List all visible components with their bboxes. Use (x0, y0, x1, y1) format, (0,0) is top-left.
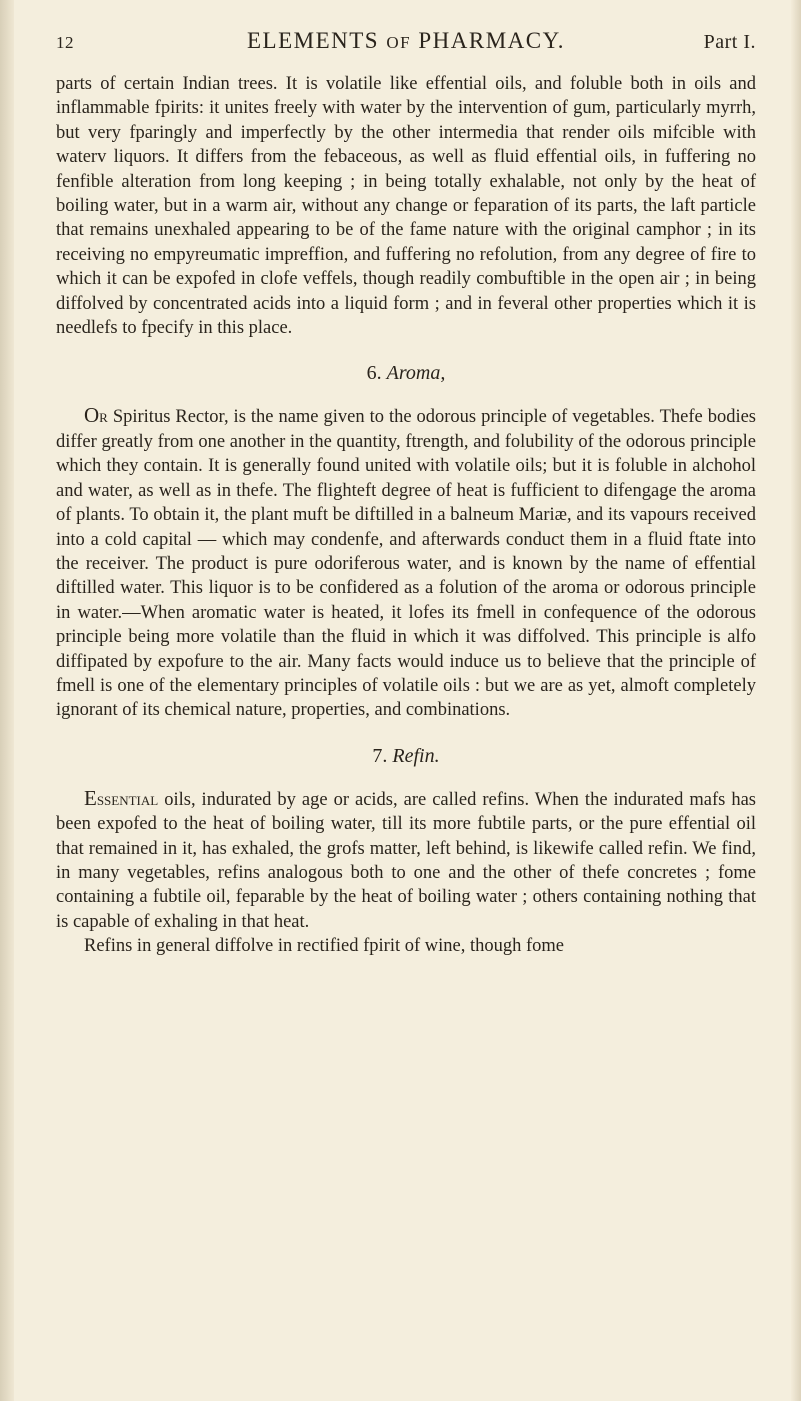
running-title-rest: PHARMACY. (418, 28, 565, 53)
page-gutter-right (791, 0, 801, 1401)
lead-capital: O (84, 403, 100, 428)
running-title-main: ELEMENTS (247, 28, 380, 53)
part-label: Part I. (703, 31, 756, 53)
section-title: Refin. (392, 744, 440, 767)
section-number: 6. (366, 362, 382, 385)
page-number: 12 (56, 33, 74, 52)
paragraph-aroma (56, 403, 756, 722)
page-gutter-left (0, 0, 14, 1401)
section-title: Aroma, (386, 362, 446, 385)
paragraph-aroma-body: Spiritus Rector, is the name given to the odorous principle of vegetables. Thefe bodies differ greatly from one another in the quantity, ftrength, and folubility of the odorous principle which they contain. It is generally found united with volatile oils; but it is foluble in alchohol and water, as well as in thefe. The flighteft degree of heat is fufficient to difengage the aroma of plants. To obtain it, the plant muft be diftilled in a balneum Mariæ, and its vapours received into a cold capital — which may condenfe, and afterwards conduct them in a fluid ftate into the receiver. The product is pure odoriferous water, and is known by the name of effential diftilled water. This liquor is to be confidered as a folution of the aroma or odorous principle in water.—When aromatic water is heated, it lofes its fmell in confequence of the odorous principle being more volatile than the fluid in which it was diffolved. This principle is alfo diffipated by expofure to the air. Many facts would induce us to believe that the principle of fmell is one of the elementary principles of volatile oils : but we are as yet, almoft completely ignorant of its chemical nature, properties, and combinations. (56, 407, 756, 721)
paragraph-resin (56, 786, 756, 934)
paragraph-camphor-continued: parts of certain Indian trees. It is volatile like effential oils, and foluble both in oils and inflammable fpirits: it unites freely with water by the intervention of gum, particularly myrrh, but very fparingly and imperfectly by the other intermedia that render oils mifcible with waterv liquors. It differs from the febaceous, as well as fluid effential oils, in fuffering no fenfible alteration from long keeping ; in being totally exhalable, not only by the heat of boiling water, but in a warm air, without any change or feparation of its parts, the laft particle that remains unexhaled appearing to be of the fame nature with the original camphor ; in its receiving no empyreumatic impreffion, and fuffering no refolution, from any degree of fire to which it can be expofed in clofe veffels, though readily combuftible in the open air ; in being diffolved by concentrated acids into a liquid form ; and in feveral other properties which it is needlefs to fpecify in this place. (56, 74, 756, 339)
lead-smallcaps: ssential (96, 789, 159, 810)
running-title-of: OF (386, 33, 412, 52)
section-heading-resin (56, 745, 756, 768)
paragraph-resin-body: oils, indurated by age or acids, are called refins. When the indurated mafs has been expofed to the heat of boiling water, till its more fubtile parts, or the pure effential oil that remained in it, has exhaled, the grofs matter, left behind, is likewife called refin. We find, in many vegetables, refins analogous both to one and the other of thefe concretes ; fome containing a fubtile oil, feparable by the heat of boiling water ; others containing nothing that is capable of exhaling in that heat. (56, 789, 756, 932)
paragraph-resin-solubility: Refins in general diffolve in rectified fpirit of wine, though fome (84, 936, 565, 957)
lead-smallcaps: r (99, 407, 108, 428)
running-title (146, 28, 666, 54)
book-page (56, 28, 756, 959)
lead-capital: E (84, 785, 97, 810)
running-header (56, 28, 756, 54)
section-number: 7. (372, 744, 388, 767)
section-heading-aroma (56, 362, 756, 385)
